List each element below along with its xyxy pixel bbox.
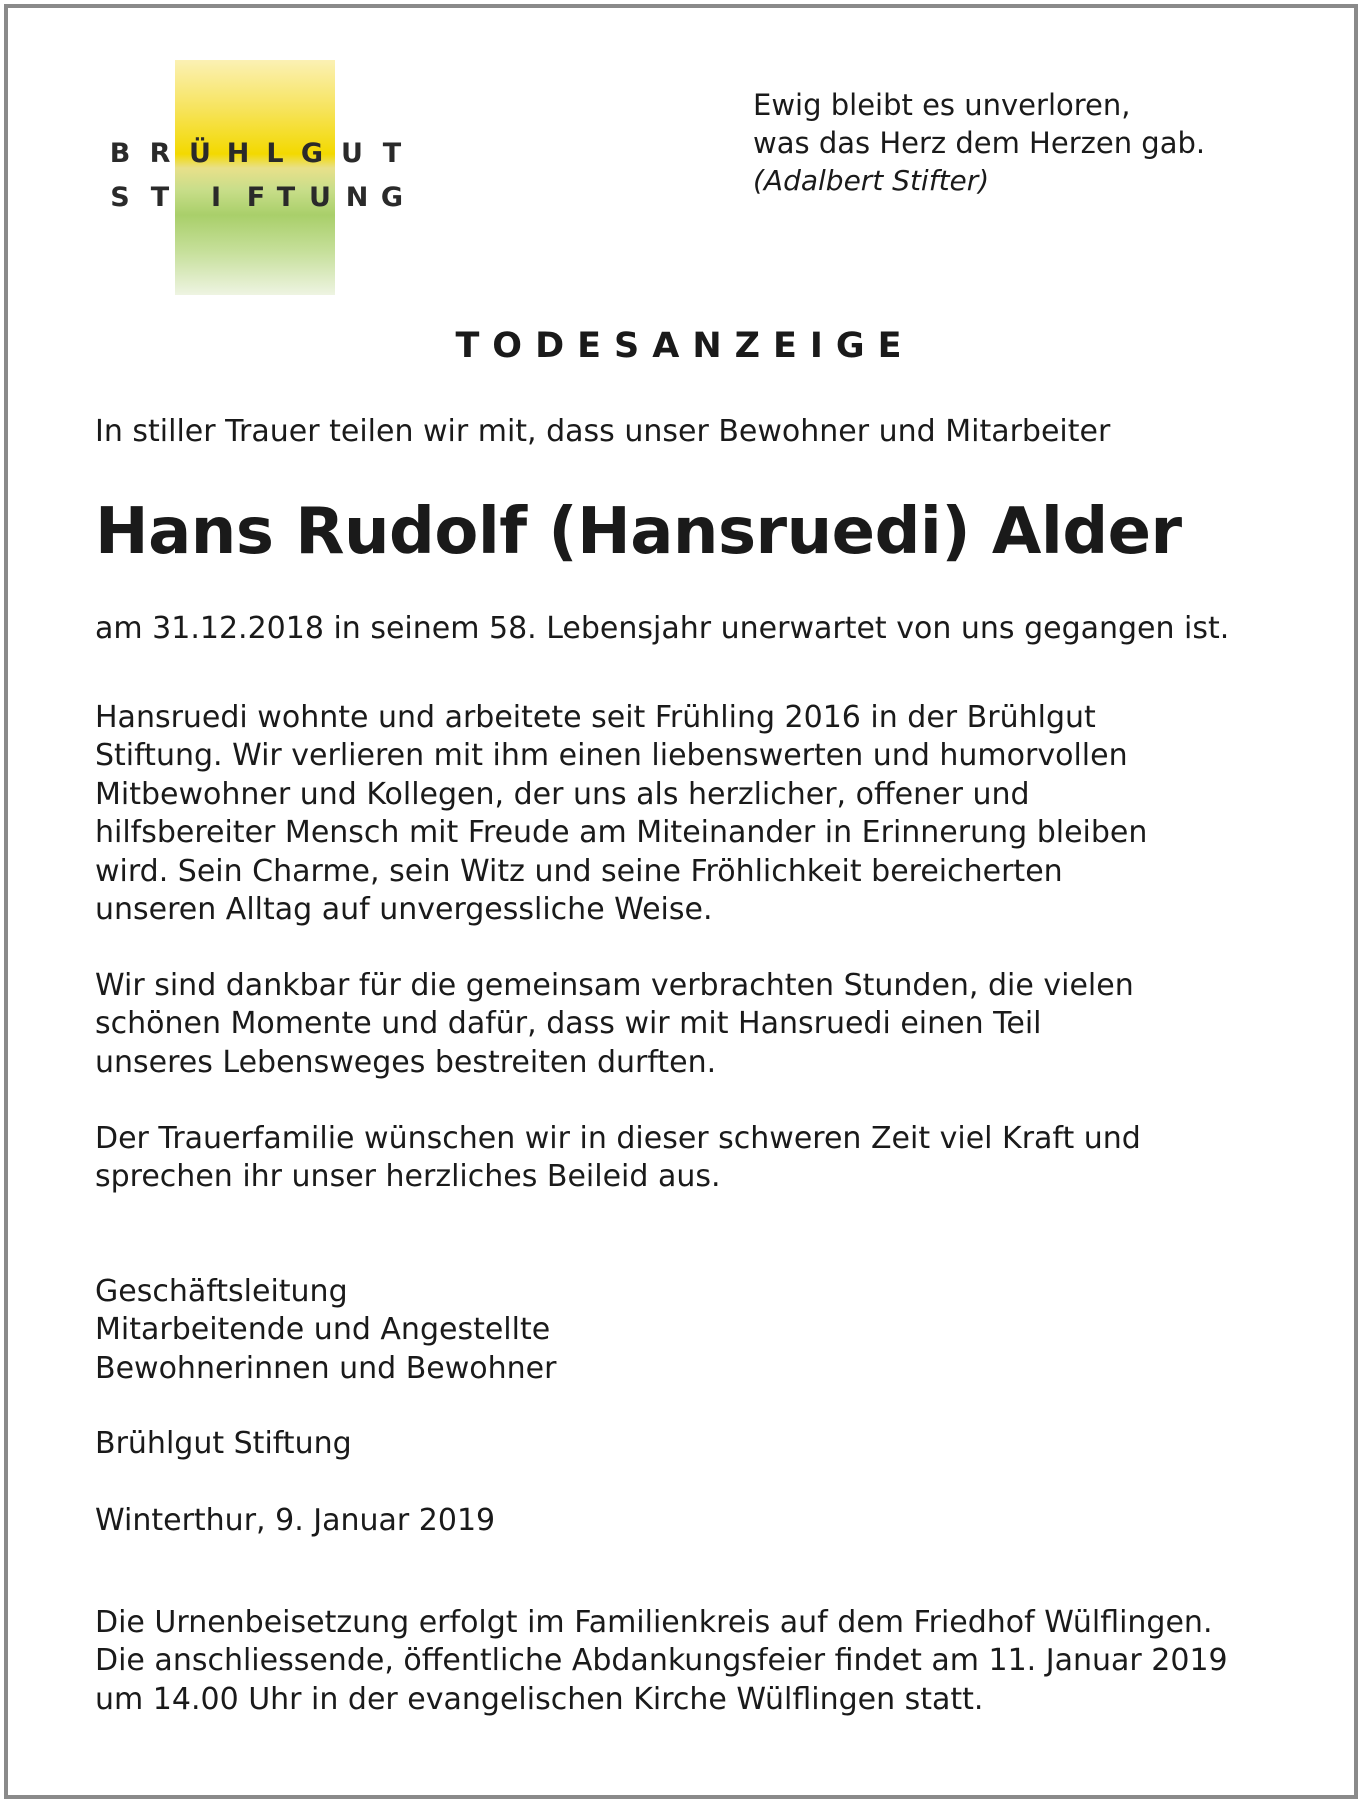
signatory-line: Geschäftsleitung [95, 1274, 348, 1309]
logo-letter: T [382, 138, 402, 169]
signatory-line: Mitarbeitende und Angestellte [95, 1312, 551, 1348]
place-date: Winterthur, 9. Januar 2019 [95, 1503, 496, 1538]
organization-name: Brühlgut Stiftung [95, 1426, 352, 1461]
paragraph-line: schönen Momente und dafür, dass wir mit Hansruedi einen Teil [95, 1006, 1042, 1042]
signatories [95, 1273, 556, 1388]
logo-letter: U [341, 138, 363, 169]
logo-letter: I [210, 182, 222, 213]
logo-letter: T [150, 182, 170, 213]
paragraph-line: wird. Sein Charme, sein Witz und seine Fröhlichkeit bereicherten [95, 853, 1063, 889]
logo-letter: G [380, 182, 404, 213]
funeral-line: Die anschliessende, öffentliche Abdankungsfeier findet am 11. Januar 2019 [95, 1643, 1228, 1679]
paragraph-line: Hansruedi wohnte und arbeitete seit Frühling 2016 in der Brühlgut [95, 700, 1096, 735]
logo-letter: H [226, 138, 250, 169]
paragraph-condolences [95, 1120, 1141, 1197]
quote-author: (Adalbert Stifter) [753, 164, 990, 197]
logo-letter: L [266, 138, 284, 169]
paragraph-tribute [95, 699, 1147, 929]
signatory-line: Bewohnerinnen und Bewohner [95, 1350, 557, 1386]
quote-line-1: Ewig bleibt es unverloren, [753, 88, 1131, 122]
epigraph-quote [753, 86, 1205, 200]
logo-letter: F [246, 182, 266, 213]
paragraph-line: Der Trauerfamilie wünschen wir in dieser schweren Zeit viel Kraft und [95, 1121, 1141, 1156]
page-title: TODESANZEIGE [455, 326, 915, 366]
quote-line-2: was das Herz dem Herzen gab. [753, 126, 1206, 160]
bruehlgut-stiftung-logo [105, 60, 410, 295]
paragraph-line: Wir sind dankbar für die gemeinsam verbrachten Stunden, die vielen [95, 968, 1134, 1003]
funeral-notice [95, 1604, 1228, 1719]
date-line: am 31.12.2018 in seinem 58. Lebensjahr unerwartet von uns gegangen ist. [95, 611, 1230, 646]
logo-letter: N [345, 182, 369, 213]
logo-letter: Ü [189, 138, 211, 169]
paragraph-line: Mitbewohner und Kollegen, der uns als herzlicher, offener und [95, 776, 1030, 812]
logo-letter: R [149, 138, 171, 169]
logo-letter: T [276, 182, 296, 213]
paragraph-gratitude [95, 967, 1134, 1082]
deceased-name: Hans Rudolf (Hansruedi) Alder [95, 495, 1182, 569]
funeral-line: um 14.00 Uhr in der evangelischen Kirche Wülflingen statt. [95, 1681, 984, 1717]
logo-letter: U [309, 182, 331, 213]
paragraph-line: Stiftung. Wir verlieren mit ihm einen liebenswerten und humorvollen [95, 738, 1128, 774]
logo-letter: B [109, 138, 131, 169]
logo-letter: S [110, 182, 130, 213]
funeral-line: Die Urnenbeisetzung erfolgt im Familienkreis auf dem Friedhof Wülflingen. [95, 1605, 1213, 1640]
logo-letter: G [300, 138, 324, 169]
intro-text: In stiller Trauer teilen wir mit, dass unser Bewohner und Mitarbeiter [95, 414, 1111, 449]
paragraph-line: sprechen ihr unser herzliches Beileid aus. [95, 1159, 721, 1195]
paragraph-line: unseren Alltag auf unvergessliche Weise. [95, 892, 713, 928]
logo-color-band [175, 60, 335, 295]
paragraph-line: unseres Lebensweges bestreiten durften. [95, 1044, 717, 1080]
paragraph-line: hilfsbereiter Mensch mit Freude am Miteinander in Erinnerung bleiben [95, 815, 1148, 851]
